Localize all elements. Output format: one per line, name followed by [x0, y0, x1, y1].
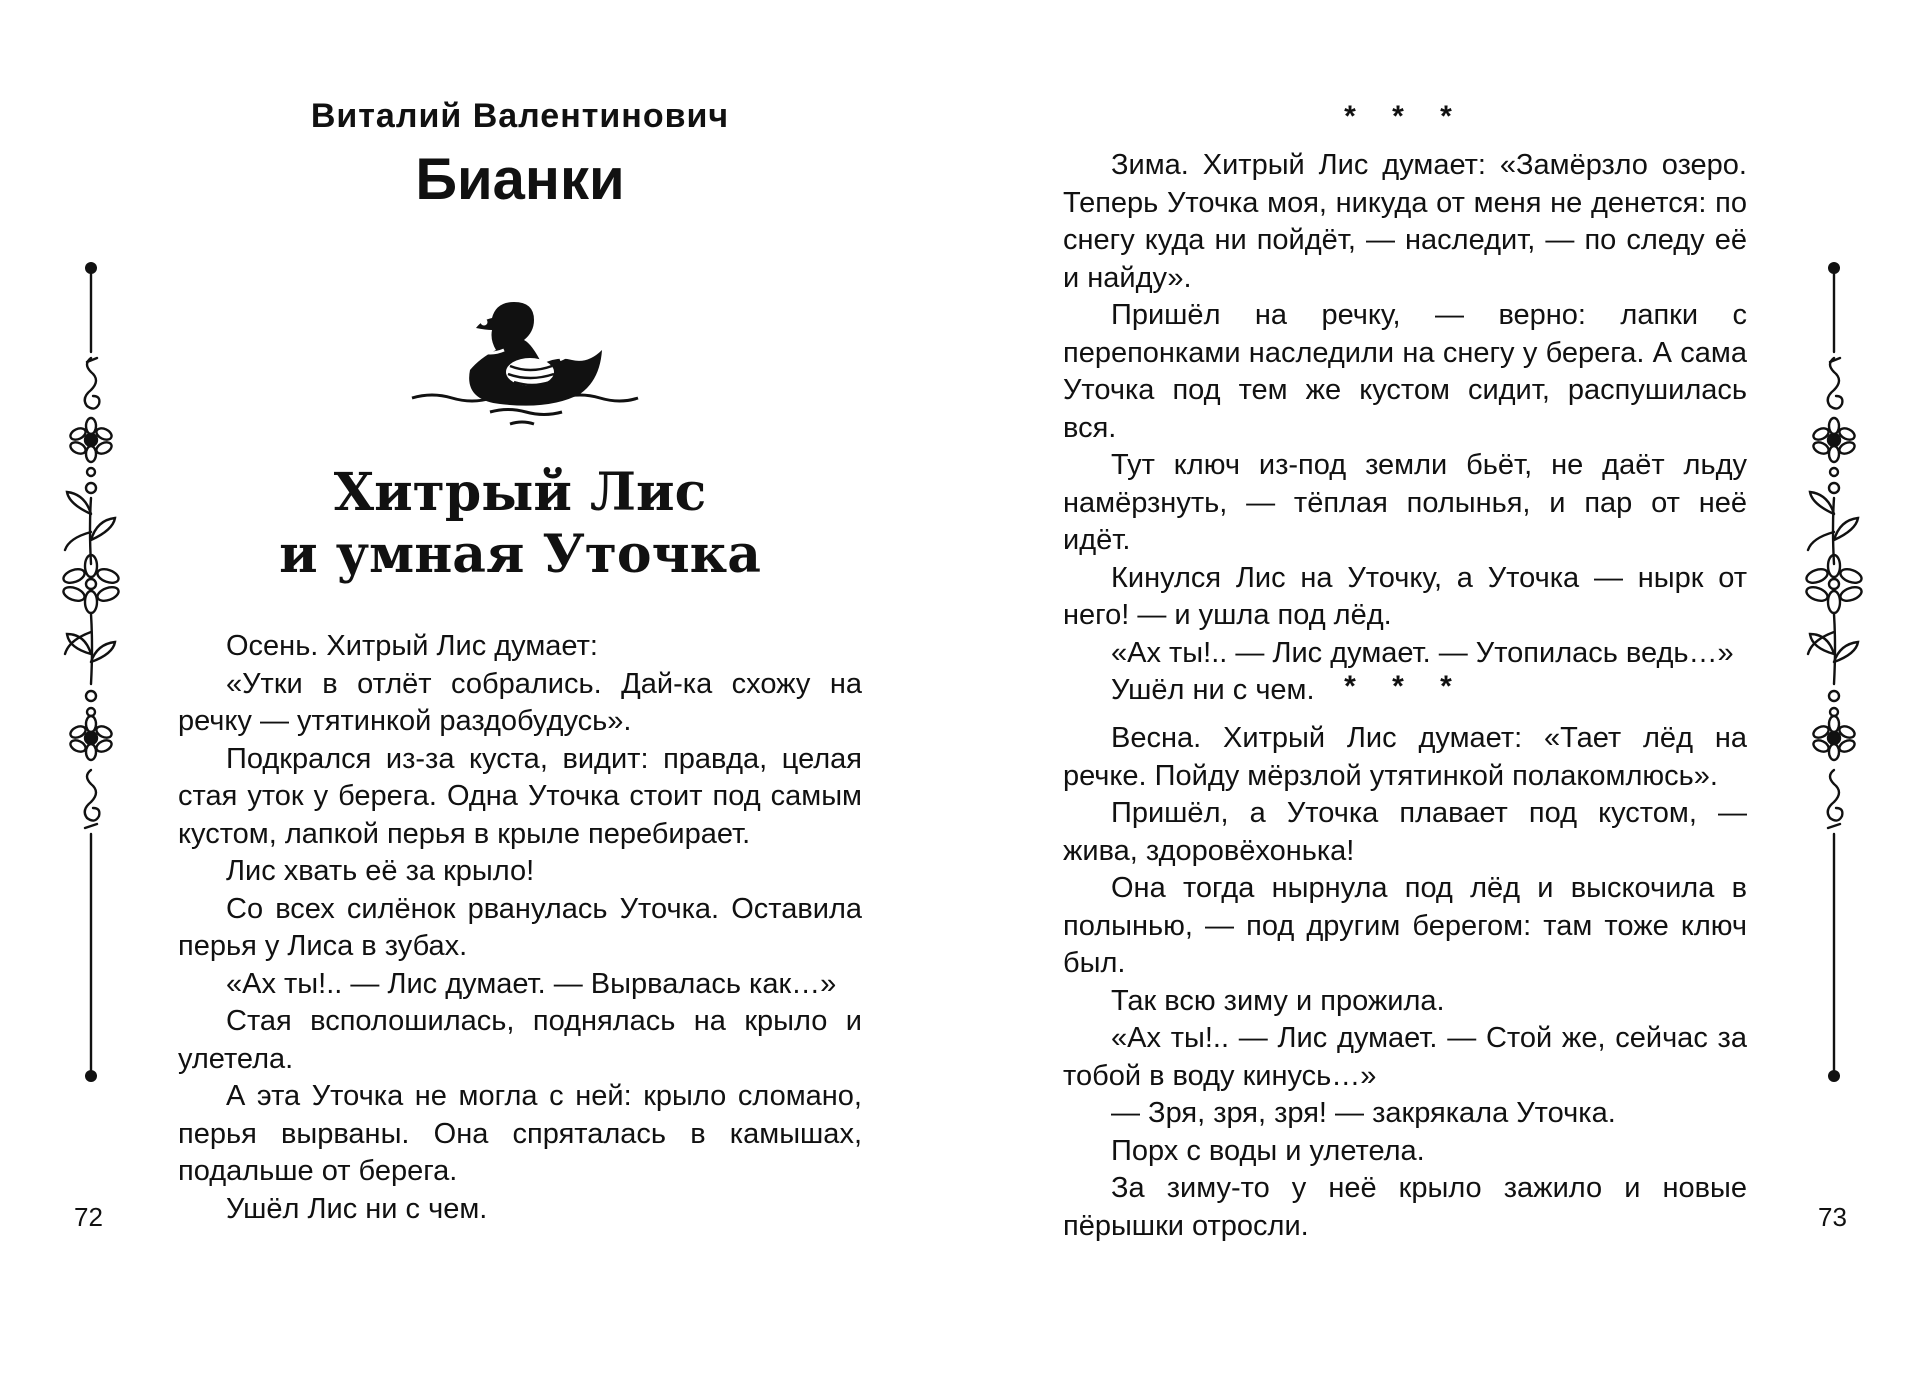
floral-ornament-icon	[1799, 262, 1869, 1082]
paragraph: Ушёл ни с чем.	[1111, 674, 1315, 706]
paragraph: Пришёл, а Уточка плавает под кустом, — жива, здоровёхонька!	[1063, 797, 1747, 867]
paragraph: За зиму-то у неё крыло зажило и новые пёрышки отросли.	[1063, 1172, 1747, 1242]
paragraph: — Зря, зря, зря! — закрякала Уточка.	[1111, 1097, 1616, 1129]
paragraph: «Ах ты!.. — Лис думает. — Стой же, сейчас за тобой в воду кинусь…»	[1063, 1022, 1747, 1092]
author-name: Виталий Валентинович	[310, 97, 730, 135]
paragraph: Весна. Хитрый Лис думает: «Тает лёд на речке. Пойду мёрзлой утятинкой полакомлюсь».	[1063, 722, 1747, 792]
paragraph: «Ах ты!.. — Лис думает. — Утопилась ведь…»	[1111, 636, 1734, 669]
title-line-2: и умная Уточка	[279, 524, 761, 585]
paragraph: «Утки в отлёт собрались. Дай-ка схожу на речку — утятинкой раздобудусь».	[178, 667, 862, 737]
paragraph: Порх с воды и улетела.	[1111, 1134, 1425, 1167]
title-line-1: Хитрый Лис	[333, 462, 707, 523]
paragraph: Ушёл Лис ни с чем.	[226, 1192, 488, 1225]
paragraph: Так всю зиму и прожила.	[1111, 984, 1445, 1017]
author-surname: Бианки	[415, 147, 625, 212]
paragraph: Зима. Хитрый Лис думает: «Замёрзло озеро. Теперь Уточка моя, никуда от меня не денется: по снегу куда ни пойдёт, — наследит, — по следу её и найду».	[1063, 149, 1747, 294]
winter-section-text	[1063, 147, 1747, 710]
left-story-text	[178, 628, 862, 1228]
paragraph: Стая всполошилась, поднялась на крыло и улетела.	[178, 1005, 862, 1075]
paragraph: Осень. Хитрый Лис думает:	[226, 630, 598, 662]
story-title	[178, 462, 862, 586]
paragraph: А эта Уточка не могла с ней: крыло сломано, перья вырваны. Она спряталась в камышах, подальше от берега.	[178, 1080, 862, 1187]
paragraph: Подкрался из-за куста, видит: правда, целая стая уток у берега. Одна Уточка стоит под самым кустом, лапкой перья в крыле перебирает.	[178, 742, 862, 850]
paragraph: Лис хвать её за крыло!	[226, 855, 535, 887]
paragraph: Пришёл на речку, — верно: лапки с перепонками наследили на снегу у берега. А сама Уточка под тем же кустом сидит, распушилась вся.	[1063, 299, 1747, 444]
paragraph: Она тогда нырнула под лёд и выскочила в полынью, — под другим берегом: там тоже ключ был.	[1063, 872, 1747, 979]
paragraph: Кинулся Лис на Уточку, а Уточка — нырк от него! — и ушла под лёд.	[1063, 561, 1747, 631]
section-separator: * * *	[1344, 670, 1466, 703]
floral-ornament-icon	[56, 262, 126, 1082]
duck-icon	[410, 300, 640, 430]
paragraph: Тут ключ из-под земли бьёт, не даёт льду намёрзнуть, — тёплая полынья, и пар от неё идёт.	[1063, 449, 1747, 556]
paragraph: «Ах ты!.. — Лис думает. — Вырвалась как…»	[226, 967, 837, 1000]
spring-section-text	[1063, 720, 1747, 1245]
paragraph: Со всех силёнок рванулась Уточка. Оставила перья у Лиса в зубах.	[178, 892, 862, 962]
section-separator: * * *	[1344, 100, 1466, 133]
page-number: 72	[74, 1202, 103, 1232]
page-number: 73	[1818, 1202, 1847, 1232]
